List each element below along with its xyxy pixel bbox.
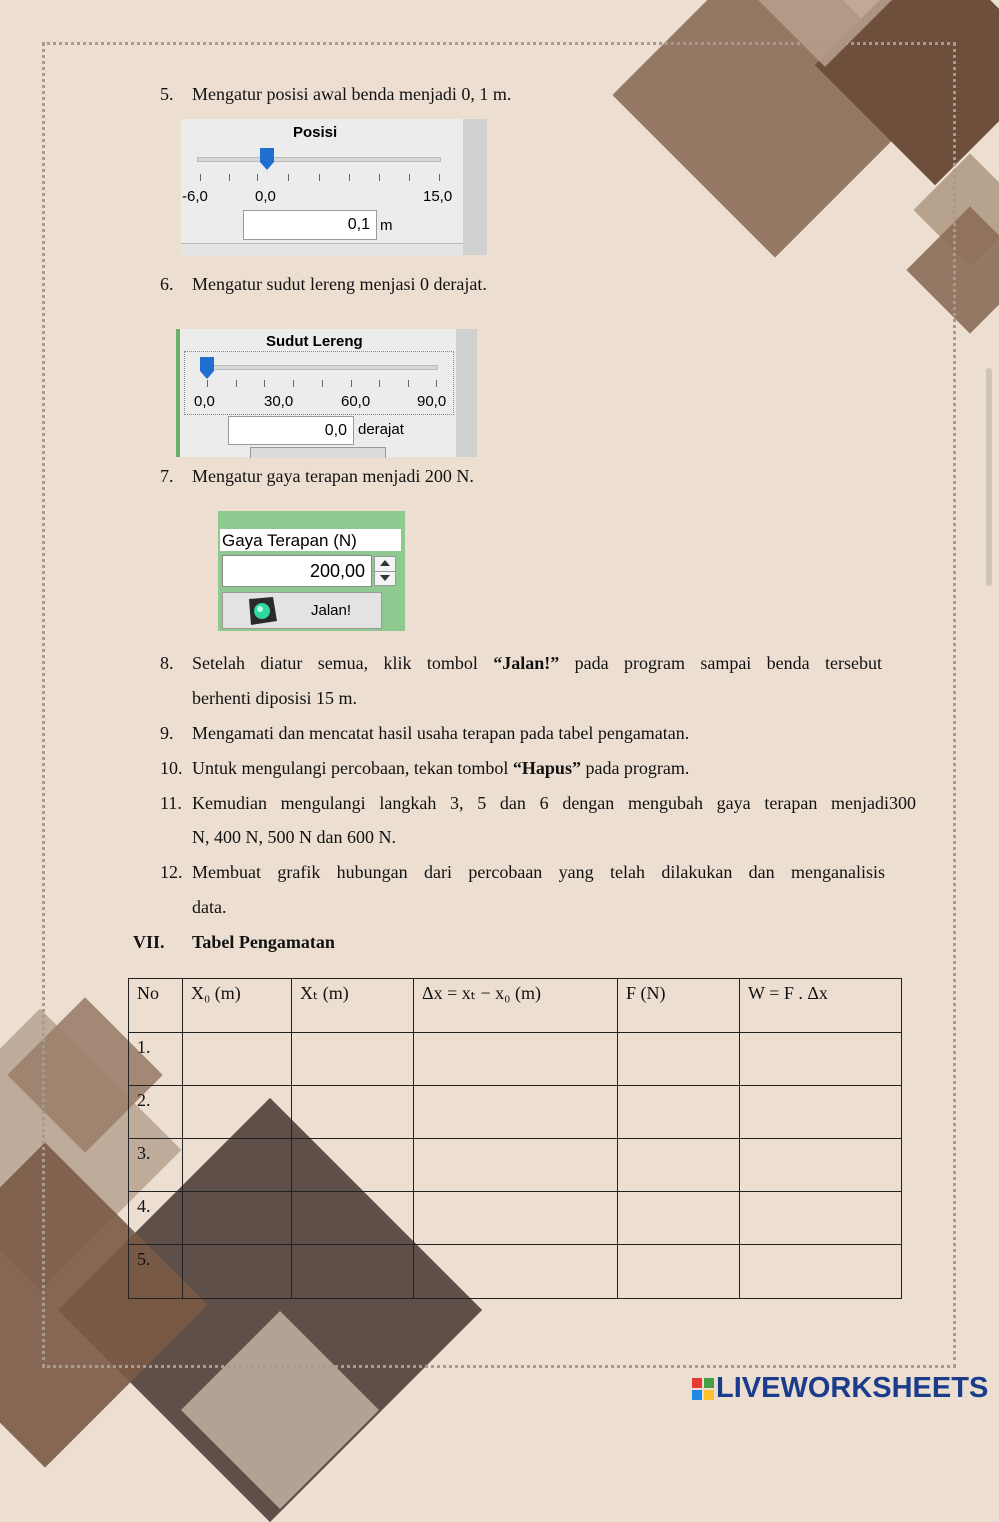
gaya-terapan-panel (218, 511, 405, 631)
tick (409, 174, 410, 181)
sudut-lereng-panel (176, 329, 477, 457)
sudut-slider-thumb[interactable] (200, 357, 214, 379)
cell[interactable] (414, 1139, 618, 1192)
spinner-divider (375, 571, 395, 572)
traffic-light-icon (245, 597, 279, 625)
table-row (129, 1192, 902, 1245)
header-no: No (129, 979, 183, 1033)
row-no: 2. (129, 1086, 183, 1139)
header-delta-x: Δx = xₜ − x₀ (m) (414, 979, 618, 1033)
cell[interactable] (414, 1192, 618, 1245)
tick (436, 380, 437, 387)
spin-up-icon[interactable] (380, 560, 390, 566)
posisi-panel (181, 119, 487, 255)
cell[interactable] (618, 1245, 740, 1299)
cell[interactable] (183, 1192, 292, 1245)
tick (439, 174, 440, 181)
tick (351, 380, 352, 387)
posisi-value-input[interactable]: 0,1 (243, 210, 377, 240)
sudut-label-30: 30,0 (264, 393, 294, 410)
cell[interactable] (292, 1033, 414, 1086)
spin-down-icon[interactable] (380, 575, 390, 581)
tick (408, 380, 409, 387)
panel-button-edge (250, 447, 386, 458)
sudut-title: Sudut Lereng (266, 333, 363, 350)
sudut-slider-track[interactable] (202, 365, 438, 370)
gaya-value-input[interactable]: 200,00 (222, 555, 372, 587)
row-no: 5. (129, 1245, 183, 1299)
cell[interactable] (292, 1192, 414, 1245)
row-no: 3. (129, 1139, 183, 1192)
cell[interactable] (740, 1086, 902, 1139)
cell[interactable] (740, 1245, 902, 1299)
posisi-zero-label: 0,0 (255, 188, 276, 205)
header-xt: Xₜ (m) (292, 979, 414, 1033)
cell[interactable] (292, 1245, 414, 1299)
tick (288, 174, 289, 181)
row-no: 4. (129, 1192, 183, 1245)
header-x0: X₀ (m) (183, 979, 292, 1033)
cell[interactable] (618, 1086, 740, 1139)
sudut-value-input[interactable]: 0,0 (228, 416, 354, 445)
posisi-slider-track[interactable] (197, 157, 441, 162)
tick (379, 380, 380, 387)
cell[interactable] (292, 1086, 414, 1139)
tick (257, 174, 258, 181)
tick (319, 174, 320, 181)
table-row (129, 1086, 902, 1139)
posisi-max-label: 15,0 (423, 188, 453, 205)
tick (293, 380, 294, 387)
cell[interactable] (183, 1139, 292, 1192)
cell[interactable] (292, 1139, 414, 1192)
tick (379, 174, 380, 181)
tick (229, 174, 230, 181)
observation-table (128, 978, 902, 1299)
liveworksheets-logo-icon (692, 1378, 714, 1400)
tick (322, 380, 323, 387)
sudut-label-0: 0,0 (194, 393, 215, 410)
cell[interactable] (414, 1086, 618, 1139)
tick (207, 380, 208, 387)
cell[interactable] (618, 1033, 740, 1086)
tick (264, 380, 265, 387)
row-no: 1. (129, 1033, 183, 1086)
tick (236, 380, 237, 387)
gaya-spinner[interactable] (374, 556, 396, 586)
cell[interactable] (183, 1033, 292, 1086)
gaya-title: Gaya Terapan (N) (222, 531, 357, 550)
sudut-label-90: 90,0 (417, 393, 447, 410)
cell[interactable] (414, 1033, 618, 1086)
section-number: VII. (133, 932, 165, 952)
table-row (129, 1139, 902, 1192)
sudut-unit: derajat (358, 421, 404, 438)
jalan-button[interactable] (222, 592, 382, 629)
posisi-slider-thumb[interactable] (260, 148, 274, 170)
cell[interactable] (183, 1086, 292, 1139)
table-header-row (129, 979, 902, 1033)
posisi-unit: m (380, 217, 393, 234)
cell[interactable] (740, 1139, 902, 1192)
table-row (129, 1033, 902, 1086)
posisi-title: Posisi (293, 124, 338, 141)
cell[interactable] (740, 1033, 902, 1086)
sudut-slider-box (184, 351, 454, 415)
section-title: Tabel Pengamatan (192, 932, 335, 952)
posisi-min-label: -6,0 (182, 188, 208, 205)
panel-bottom-edge (181, 243, 463, 256)
cell[interactable] (618, 1192, 740, 1245)
liveworksheets-logo[interactable]: LIVEWORKSHEETS (716, 1372, 989, 1404)
cell[interactable] (740, 1192, 902, 1245)
cell[interactable] (183, 1245, 292, 1299)
cell[interactable] (414, 1245, 618, 1299)
scrollbar[interactable] (986, 368, 992, 586)
cell[interactable] (618, 1139, 740, 1192)
jalan-button-label: Jalan! (311, 602, 352, 619)
panel-scroll-edge (463, 119, 487, 255)
panel-scroll-edge (456, 329, 477, 457)
header-f: F (N) (618, 979, 740, 1033)
tick (200, 174, 201, 181)
sudut-label-60: 60,0 (341, 393, 371, 410)
tick (349, 174, 350, 181)
table-row (129, 1245, 902, 1299)
header-w: W = F . Δx (740, 979, 902, 1033)
